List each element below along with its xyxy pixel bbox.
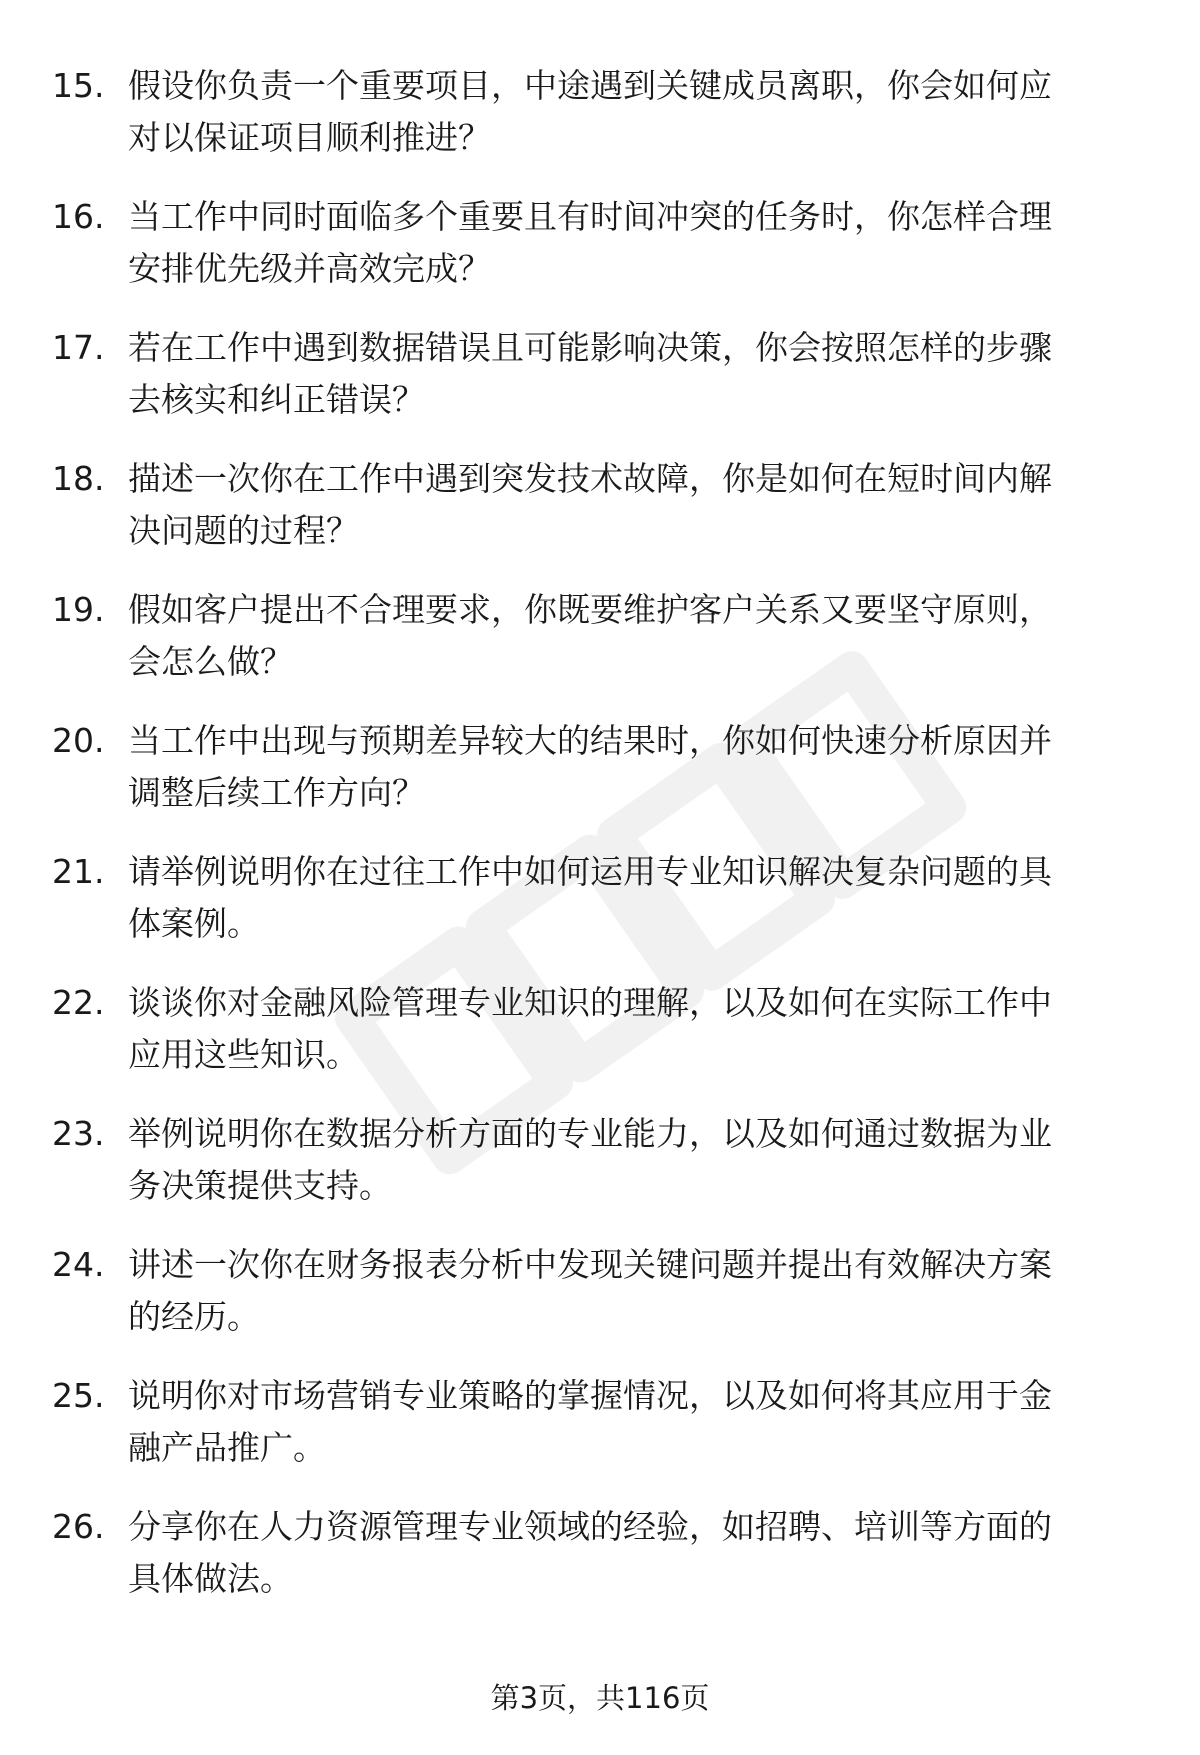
list-item [0, 576, 1200, 680]
question-number: 22. [52, 983, 105, 1022]
list-item [0, 838, 1200, 942]
question-number: 16. [52, 197, 105, 236]
list-item [0, 445, 1200, 549]
list-item [0, 1231, 1200, 1335]
question-text-line: 安排优先级并高效完成？ [128, 249, 491, 288]
question-text-line: 讲述一次你在财务报表分析中发现关键问题并提出有效解决方案 [128, 1245, 1052, 1284]
question-list [0, 52, 1200, 1624]
question-number: 21. [52, 852, 105, 891]
question-number: 15. [52, 66, 105, 105]
question-text-line: 对以保证项目顺利推进？ [128, 118, 491, 157]
list-item [0, 1362, 1200, 1466]
question-text-line: 会怎么做？ [128, 642, 293, 681]
question-text-line: 假设你负责一个重要项目，中途遇到关键成员离职，你会如何应 [128, 66, 1052, 105]
page-number: 第3页，共116页 [490, 1681, 710, 1715]
question-text-line: 分享你在人力资源管理专业领域的经验，如招聘、培训等方面的 [128, 1507, 1052, 1546]
question-text-line: 假如客户提出不合理要求，你既要维护客户关系又要坚守原则， [128, 590, 1052, 629]
question-number: 23. [52, 1114, 105, 1153]
list-item [0, 1493, 1200, 1597]
question-text-line: 去核实和纠正错误？ [128, 380, 425, 419]
question-number: 17. [52, 328, 105, 367]
question-number: 25. [52, 1376, 105, 1415]
question-number: 26. [52, 1507, 105, 1546]
question-number: 20. [52, 721, 105, 760]
list-item [0, 969, 1200, 1073]
question-text-line: 谈谈你对金融风险管理专业知识的理解，以及如何在实际工作中 [128, 983, 1052, 1022]
question-text-line: 描述一次你在工作中遇到突发技术故障，你是如何在短时间内解 [128, 459, 1052, 498]
question-number: 18. [52, 459, 105, 498]
question-text-line: 决问题的过程？ [128, 511, 359, 550]
question-number: 24. [52, 1245, 105, 1284]
list-item [0, 183, 1200, 287]
question-text-line: 当工作中同时面临多个重要且有时间冲突的任务时，你怎样合理 [128, 197, 1052, 236]
question-text-line: 若在工作中遇到数据错误且可能影响决策，你会按照怎样的步骤 [128, 328, 1052, 367]
question-text-line: 说明你对市场营销专业策略的掌握情况，以及如何将其应用于金 [128, 1376, 1052, 1415]
list-item [0, 314, 1200, 418]
question-text-line: 当工作中出现与预期差异较大的结果时，你如何快速分析原因并 [128, 721, 1052, 760]
list-item [0, 52, 1200, 156]
question-text-line: 融产品推广。 [128, 1428, 326, 1467]
list-item [0, 1100, 1200, 1204]
question-text-line: 具体做法。 [128, 1559, 293, 1598]
question-text-line: 调整后续工作方向？ [128, 773, 425, 812]
question-text-line: 的经历。 [128, 1297, 260, 1336]
question-text-line: 请举例说明你在过往工作中如何运用专业知识解决复杂问题的具 [128, 852, 1052, 891]
question-number: 19. [52, 590, 105, 629]
question-text-line: 务决策提供支持。 [128, 1166, 392, 1205]
list-item [0, 707, 1200, 811]
question-text-line: 应用这些知识。 [128, 1035, 359, 1074]
question-text-line: 举例说明你在数据分析方面的专业能力，以及如何通过数据为业 [128, 1114, 1052, 1153]
question-text-line: 体案例。 [128, 904, 260, 943]
